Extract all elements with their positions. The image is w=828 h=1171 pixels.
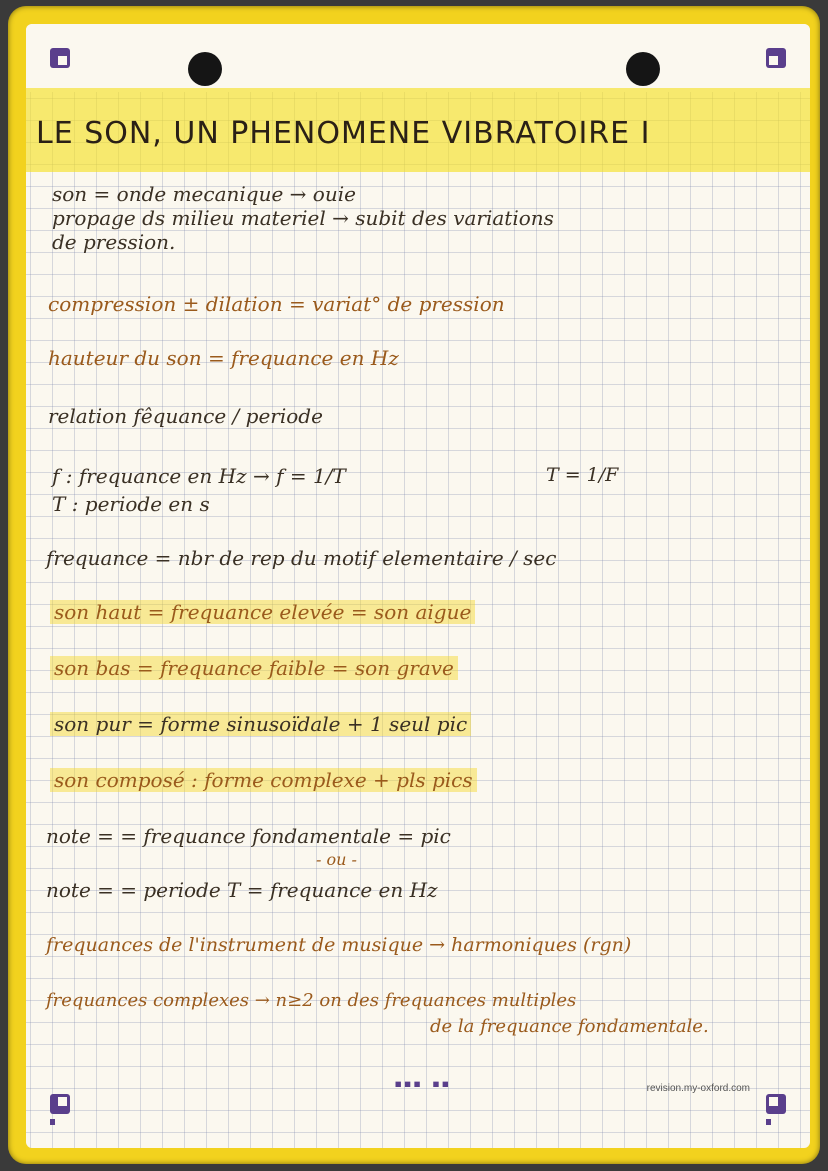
note-line: son pur = forme sinusoïdale + 1 seul pic [50,712,471,736]
footer-url: revision.my-oxford.com [646,1083,750,1094]
note-line: T : periode en s [52,492,210,516]
corner-marker-icon [766,1094,786,1114]
note-line: hauteur du son = frequance en Hz [48,346,399,370]
note-line: son bas = frequance faible = son grave [50,656,458,680]
note-line: de pression. [52,230,176,254]
note-line: note = = frequance fondamentale = pic [46,824,451,848]
note-line: frequances de l'instrument de musique → harmoniques (rgn) [46,934,632,956]
note-line: relation fêquance / periode [48,404,323,428]
note-line: son composé : forme complexe + pls pics [50,768,477,792]
corner-marker-icon [50,48,70,68]
grid-sheet [26,24,810,1148]
note-line: propage ds milieu materiel → subit des variations [52,206,554,230]
top-band [26,24,810,92]
note-line: frequances complexes → n≥2 on des frequances multiples [46,990,577,1011]
note-line: de la frequance fondamentale. [430,1016,709,1037]
note-line: son = onde mecanique → ouie [52,182,356,206]
punch-hole-right [626,52,660,86]
note-line: son haut = frequance elevée = son aigue [50,600,475,624]
corner-marker-icon [50,1094,70,1114]
punch-hole-left [188,52,222,86]
corner-marker-icon [766,48,786,68]
note-line: - ou - [316,850,357,869]
note-line: note = = periode T = frequance en Hz [46,878,438,902]
note-line: frequance = nbr de rep du motif elementaire / sec [46,546,557,570]
note-line: f : frequance en Hz → f = 1/T [52,464,346,488]
formula-period: T = 1/F [546,464,619,486]
note-line: compression ± dilation = variat° de pression [48,292,505,316]
note-card [8,6,820,1164]
footer-bars: ▪▪▪ ▪▪ [394,1076,451,1092]
page-title: LE SON, UN PHENOMENE VIBRATOIRE I [36,116,651,151]
